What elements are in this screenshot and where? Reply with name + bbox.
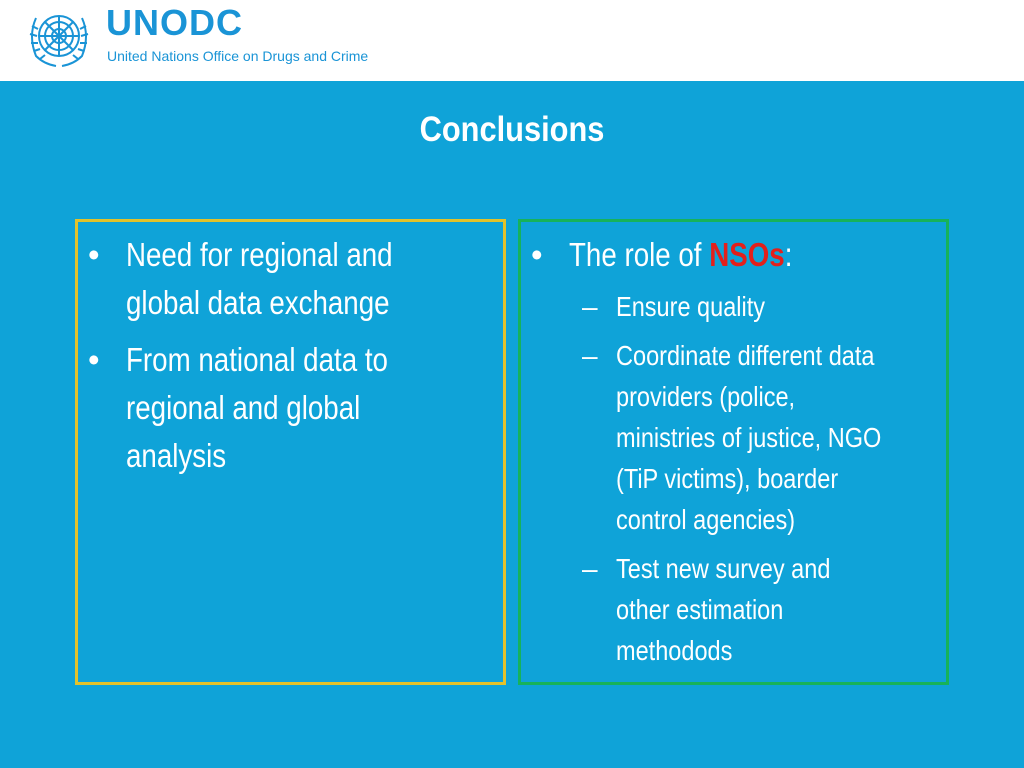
sub-item-line: providers (police, bbox=[616, 381, 796, 412]
header-bar bbox=[0, 0, 1024, 81]
slide-title: Conclusions bbox=[419, 110, 605, 149]
bullet-line: Need for regional and bbox=[126, 236, 393, 273]
sub-item-line: control agencies) bbox=[616, 504, 796, 535]
bullet-prefix: The role of bbox=[569, 236, 710, 273]
sub-item-line: other estimation bbox=[616, 594, 784, 625]
dash-icon: – bbox=[582, 340, 598, 371]
bullet-dot-icon: • bbox=[531, 236, 543, 273]
logo-name: UNODC bbox=[106, 2, 243, 43]
sub-item-line: methodods bbox=[616, 635, 733, 666]
sub-item-line: ministries of justice, NGO bbox=[616, 422, 882, 453]
bullet-line: regional and global bbox=[126, 389, 361, 426]
bullet-dot-icon: • bbox=[88, 341, 100, 378]
nsos-highlight: NSOs bbox=[709, 236, 785, 273]
sub-item-line: Ensure quality bbox=[616, 291, 766, 322]
un-emblem-icon bbox=[22, 4, 96, 68]
bullet-line: analysis bbox=[126, 437, 227, 474]
sub-item-line: Coordinate different data bbox=[616, 340, 875, 371]
bullet-line bbox=[569, 231, 792, 279]
left-content-box bbox=[75, 219, 506, 685]
logo-subtitle: United Nations Office on Drugs and Crime bbox=[107, 48, 369, 64]
bullet-line: global data exchange bbox=[126, 284, 390, 321]
dash-icon: – bbox=[582, 553, 598, 584]
bullet-dot-icon: • bbox=[88, 236, 100, 273]
bullet-suffix: : bbox=[784, 236, 793, 273]
sub-item-line: Test new survey and bbox=[616, 553, 831, 584]
dash-icon: – bbox=[582, 291, 598, 322]
bullet-line: From national data to bbox=[126, 341, 388, 378]
sub-item-line: (TiP victims), boarder bbox=[616, 463, 839, 494]
right-content-box bbox=[518, 219, 949, 685]
